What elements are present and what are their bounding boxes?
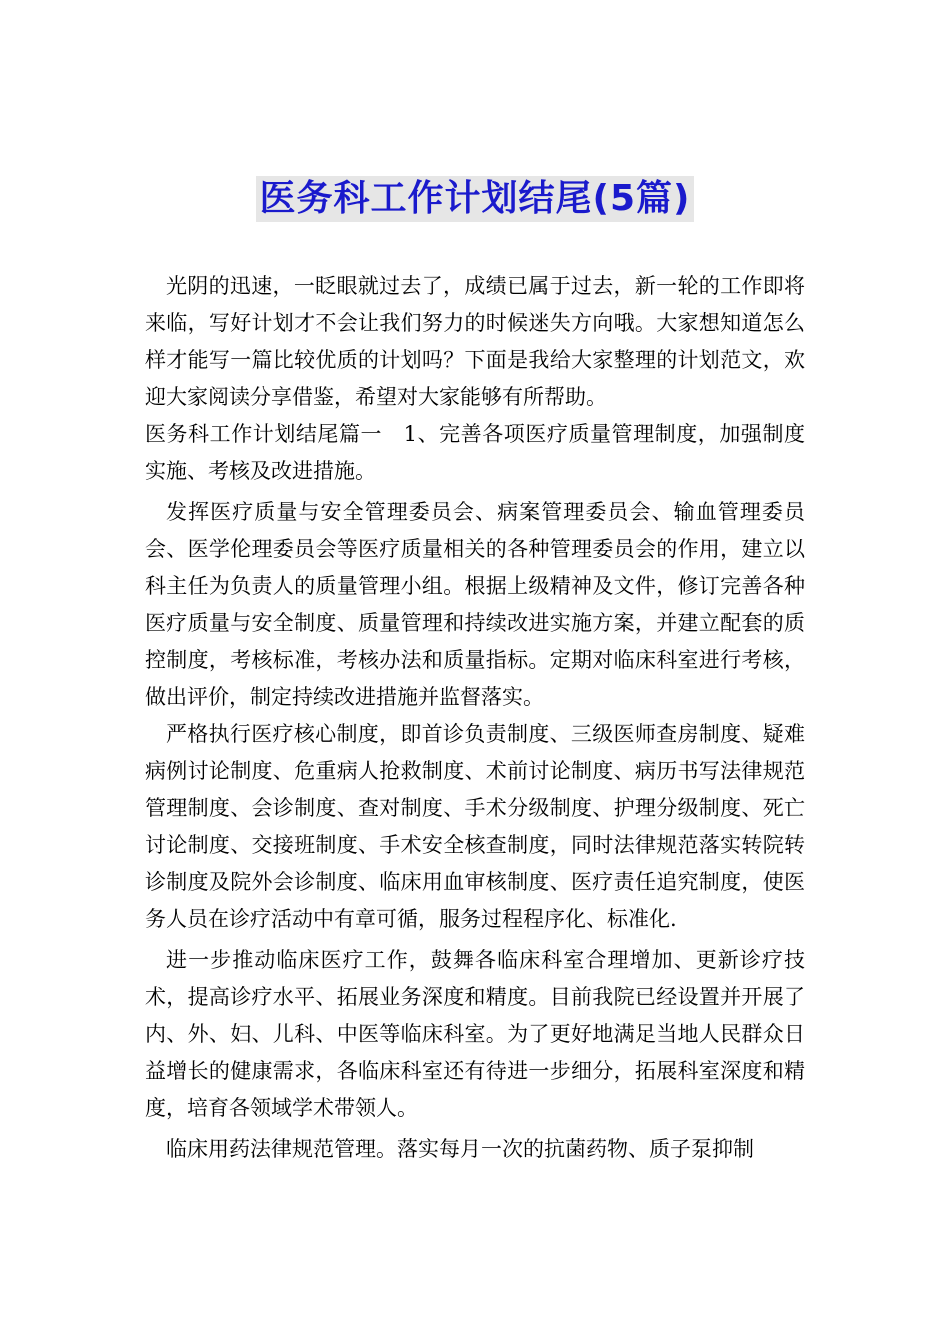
document-body xyxy=(145,268,805,1168)
title-container xyxy=(0,176,950,222)
paragraph-section-heading: 医务科工作计划结尾篇一 1、完善各项医疗质量管理制度，加强制度实施、考核及改进措施。 xyxy=(145,422,805,483)
paragraph-core-systems: 严格执行医疗核心制度，即首诊负责制度、三级医师查房制度、疑难病例讨论制度、危重病人抢救制度、术前讨论制度、病历书写法律规范管理制度、会诊制度、查对制度、手术分级制度、护理分级制度、死亡讨论制度、交接班制度、手术安全核查制度，同时法律规范落实转院转诊制度及院外会诊制度、临床用血审核制度、医疗责任追究制度，使医务人员在诊疗活动中有章可循，服务过程程序化、标准化. xyxy=(145,722,805,931)
paragraph-clinical-work: 进一步推动临床医疗工作，鼓舞各临床科室合理增加、更新诊疗技术，提高诊疗水平、拓展业务深度和精度。目前我院已经设置并开展了内、外、妇、儿科、中医等临床科室。为了更好地满足当地人民群众日益增长的健康需求，各临床科室还有待进一步细分，拓展科室深度和精度，培育各领域学术带领人。 xyxy=(145,948,805,1120)
paragraph-drug-management: 临床用药法律规范管理。落实每月一次的抗菌药物、质子泵抑制 xyxy=(166,1137,754,1161)
paragraph-intro: 光阴的迅速，一眨眼就过去了，成绩已属于过去，新一轮的工作即将来临，写好计划才不会让我们努力的时候迷失方向哦。大家想知道怎么样才能写一篇比较优质的计划吗？下面是我给大家整理的计划范文，欢迎大家阅读分享借鉴，希望对大家能够有所帮助。 xyxy=(145,274,805,409)
paragraph-quality-committees: 发挥医疗质量与安全管理委员会、病案管理委员会、输血管理委员会、医学伦理委员会等医疗质量相关的各种管理委员会的作用，建立以科主任为负责人的质量管理小组。根据上级精神及文件，修订完善各种医疗质量与安全制度、质量管理和持续改进实施方案，并建立配套的质控制度，考核标准，考核办法和质量指标。定期对临床科室进行考核，做出评价，制定持续改进措施并监督落实。 xyxy=(145,500,805,709)
document-title: 医务科工作计划结尾(5篇) xyxy=(256,176,695,222)
